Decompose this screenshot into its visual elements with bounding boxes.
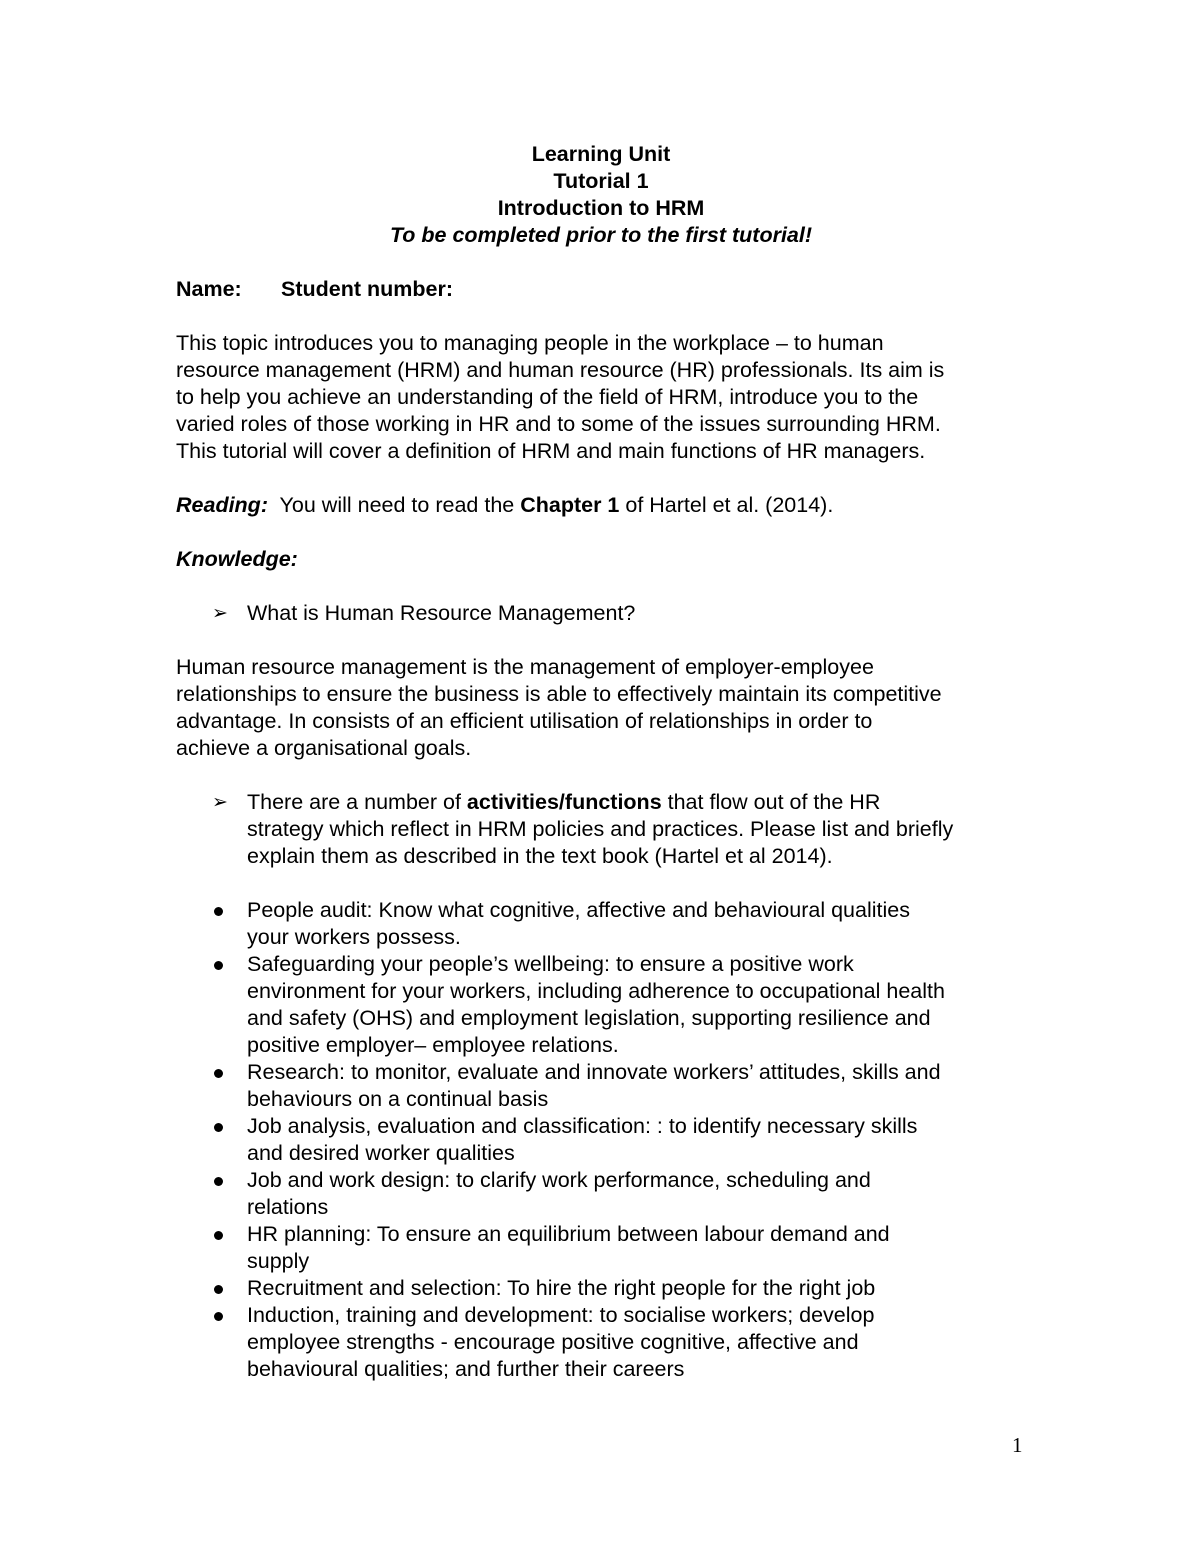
page-content [176,141,1026,1383]
list-item [176,951,1026,1059]
answer-line: achieve a organisational goals. [176,736,472,760]
list-item-line: supply [247,1249,310,1273]
heading-title: Introduction to HRM [497,196,705,220]
list-item-line: People audit: Know what cognitive, affective and behavioural qualities [247,898,910,922]
list-item-line: Induction, training and development: to socialise workers; develop [247,1303,875,1327]
intro-line: varied roles of those working in HR and to some of the issues surrounding HRM. [176,412,941,436]
bullet-dot-icon [214,1177,223,1186]
intro-line: resource management (HRM) and human resource (HR) professionals. Its aim is [176,358,945,382]
list-item [176,897,1026,951]
student-number-label: Student number: [281,277,453,301]
question-bold: activities/functions [466,790,662,814]
reading-pre: You will need to read the [279,493,521,517]
list-item [176,1059,1026,1113]
question-text: What is Human Resource Management? [247,601,636,625]
answer-line: relationships to ensure the business is able to effectively maintain its competitive [176,682,942,706]
name-label: Name: [176,277,242,301]
intro-paragraph [176,330,1026,465]
question-line: explain them as described in the text book (Hartel et al 2014). [247,844,833,868]
heading-learning-unit: Learning Unit [531,142,671,166]
list-item-line: and safety (OHS) and employment legislation, supporting resilience and [247,1006,931,1030]
list-item [176,1275,1026,1302]
reading-post: of Hartel et al. (2014). [619,493,834,517]
bullet-dot-icon [214,1231,223,1240]
name-row [176,276,1026,303]
bullet-dot-icon [214,961,223,970]
list-item-line: relations [247,1195,329,1219]
list-item-line: Job and work design: to clarify work performance, scheduling and [247,1168,871,1192]
list-item-line: Safeguarding your people’s wellbeing: to ensure a positive work [247,952,854,976]
heading-instruction: To be completed prior to the first tutorial! [389,223,813,247]
list-item-line: employee strengths - encourage positive cognitive, affective and [247,1330,859,1354]
intro-line: This tutorial will cover a definition of HRM and main functions of HR managers. [176,439,926,463]
question-post: that flow out of the HR [661,790,881,814]
page-number: 1 [1012,1433,1023,1457]
heading-tutorial: Tutorial 1 [553,169,649,193]
reading-label: Reading: [176,493,268,517]
list-item-line: and desired worker qualities [247,1141,515,1165]
bullet-dot-icon [214,1285,223,1294]
list-item-line: HR planning: To ensure an equilibrium between labour demand and [247,1222,890,1246]
list-item-line: behaviours on a continual basis [247,1087,549,1111]
question-what-is-hrm [176,600,1026,627]
reading-line [176,492,1026,519]
list-item-line: Research: to monitor, evaluate and innovate workers’ attitudes, skills and [247,1060,941,1084]
list-item-line: environment for your workers, including adherence to occupational health [247,979,945,1003]
list-item-line: your workers possess. [247,925,461,949]
bullet-dot-icon [214,907,223,916]
question-line: strategy which reflect in HRM policies and practices. Please list and briefly [247,817,954,841]
reading-chapter: Chapter 1 [520,493,620,517]
answer-paragraph [176,654,1026,762]
list-item-line: behavioural qualities; and further their careers [247,1357,685,1381]
answer-line: advantage. In consists of an efficient utilisation of relationships in order to [176,709,873,733]
arrow-bullet-icon: ➢ [212,603,228,624]
intro-line: This topic introduces you to managing people in the workplace – to human [176,331,884,355]
list-item-line: Recruitment and selection: To hire the right people for the right job [247,1276,876,1300]
answer-line: Human resource management is the management of employer-employee [176,655,874,679]
bullet-dot-icon [214,1312,223,1321]
list-item [176,1302,1026,1383]
list-item-line: positive employer– employee relations. [247,1033,619,1057]
question-pre: There are a number of [247,790,467,814]
functions-list [176,897,1026,1383]
question-activities-functions [176,789,1026,870]
question-line [247,789,1026,816]
list-item-line: Job analysis, evaluation and classification: : to identify necessary skills [247,1114,918,1138]
bullet-dot-icon [214,1123,223,1132]
list-item [176,1113,1026,1167]
list-item [176,1167,1026,1221]
knowledge-label: Knowledge: [176,547,298,571]
list-item [176,1221,1026,1275]
bullet-dot-icon [214,1069,223,1078]
intro-line: to help you achieve an understanding of the field of HRM, introduce you to the [176,385,919,409]
arrow-bullet-icon: ➢ [212,792,228,813]
